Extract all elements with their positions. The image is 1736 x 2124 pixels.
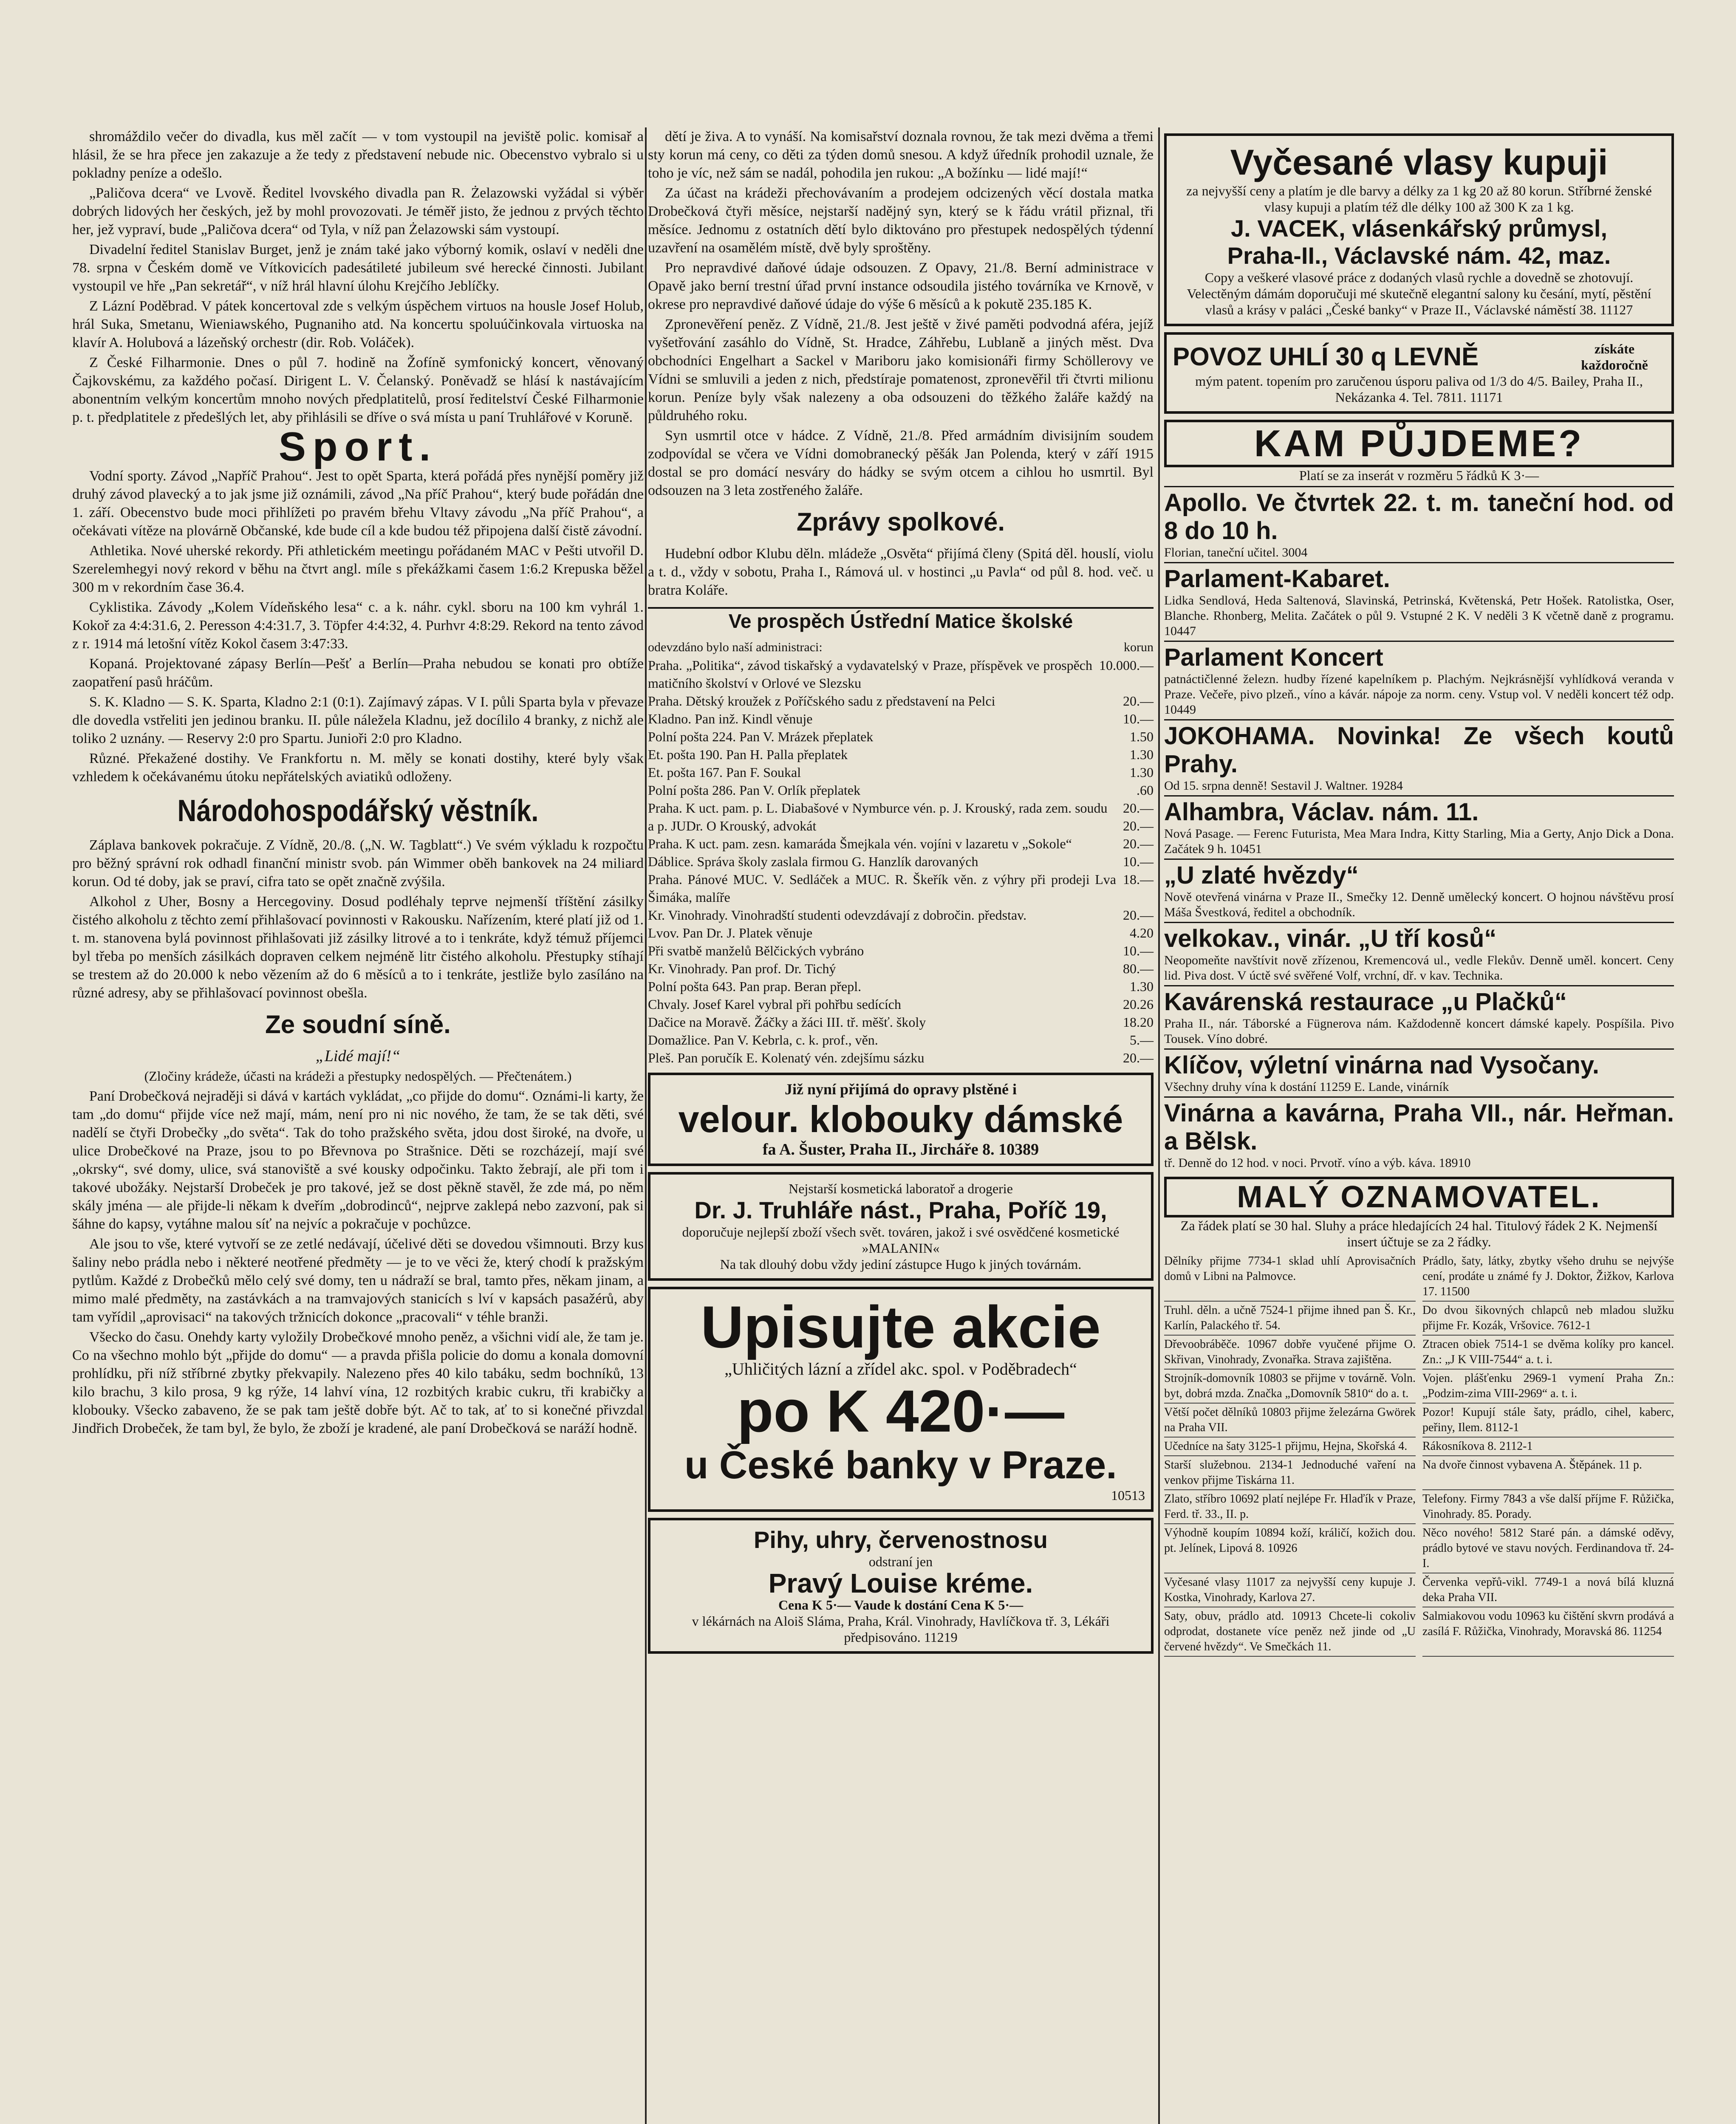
classified-ad: Vyčesané vlasy 11017 za nejvyšší ceny kupuje J. Kostka, Vinohrady, Karlova 27. <box>1164 1573 1416 1607</box>
venue-details: Všechny druhy vína k dostání 11259 E. Lande, vinárník <box>1164 1080 1449 1094</box>
donation-donor: Praha. Pánové MUC. V. Sedláček a MUC. R. Škeřík věn. z výhry při prodeji Lva Šimáka, malíře <box>648 872 1116 905</box>
venue-details: Nová Pasage. — Ferenc Futurista, Mea Mara Indra, Kitty Starling, Mia a Gerty, Anjo Dick a Dona. Začátek 9 h. 10451 <box>1164 827 1674 856</box>
ad-louise <box>648 1518 1154 1654</box>
venue-title: velkokav., vinár. „U tří kosů“ <box>1164 925 1497 952</box>
column-right <box>1164 127 1674 1657</box>
donation-amount: 20.— <box>1123 800 1154 816</box>
donation-amount: 20.— <box>1123 836 1154 851</box>
venue-title: Parlament Koncert <box>1164 644 1383 671</box>
classified-ad: Do dvou šikovných chlapců neb mladou služku přijme Fr. Kozák, Vršovice. 7612-1 <box>1422 1302 1674 1336</box>
article-paragraph: Ale jsou to vše, které vytvoří se ze zetlé nedávají, účelivé děti se dovedou všimnouti. Brzy kus šaliny nebo prádla nebo i některé neotřené předměty — je to ve věci že, který chodí k pražským pytlům. Každé z Drobečků mělo celý své domy, ten u nádraží se bral, tamto přes, někam jinam, a mimo malé předměty, na zastávkách a na tramvajových stanicích s lví v kapsách pasažérů, aby tam vyřídil „aprovisaci“ na takových tržnicích dokonce „pracovali“ v téhle branži. <box>72 1236 644 1325</box>
venue-ad <box>1164 641 1674 719</box>
donation-row <box>648 906 1154 924</box>
article-paragraph: Cyklistika. Závody „Kolem Vídeňského lesa“ c. a k. náhr. cykl. sboru na 100 km vyhrál 1. Kokoř za 4:4:31.6, 2. Peresson 4:4:31.7, 3. Töpfer 4:4:32, 4. Purhvr 4:8:29. Rekord na tento závod z r. 1914 má letošní vítěz Kokol časem 3:47:33. <box>72 599 644 652</box>
classified-ad: Něco nového! 5812 Staré pán. a dámské oděvy, prádlo bytové ve stavu nových. Ferdinandova tř. 24-I. <box>1422 1524 1674 1573</box>
article-paragraph: Všecko do času. Onehdy karty vyložily Drobečkové mnoho peněz, a všichni vidí ale, že tam je. Co na všechno mohlo být „přijde do domu“ — a pravda přišla policie do domu a konala domovní prohlídku, při níž stříbrné zbytky překvapily. Nalezeno přes 40 kilo tabáku, sedm bochníků, 13 kilo brachu, 3 kilo prosa, 9 kg rýže, 14 lahví vína, 12 rozbitých krabic cukru, tři krabičky a klobouky. Všecko zabaveno, že se pak tam ještě dobře být. Ač to tak, ať to si konečné přivzdal Jindřich Drobeček, že tam byl, že bylo, že zboží je kradené, ale paní Drobečková se naráží hodně. <box>72 1329 644 1436</box>
donation-amount: .60 <box>1137 782 1154 798</box>
donation-amount: 18.— <box>1123 872 1154 887</box>
donation-amount: 18.20 <box>1123 1014 1154 1030</box>
venue-title: Alhambra, Václav. nám. 11. <box>1164 798 1479 826</box>
ad-headline: Pravý Louise kréme. <box>768 1568 1033 1599</box>
donation-amount: 20.— <box>1123 1050 1154 1065</box>
donation-row <box>648 1013 1154 1031</box>
donation-donor: Dačice na Moravě. Žáčky a žáci III. tř. měšť. školy <box>648 1014 926 1030</box>
classified-ad: Ztracen obiek 7514-1 se dvěma kolíky pro kancel. Zn.: „J K VIII-7544“ a. t. i. <box>1422 1336 1674 1370</box>
article-paragraph: Záplava bankovek pokračuje. Z Vídně, 20./8. („N. W. Tagblatt“.) Ve svém výkladu k rozpočtu pro běžný správní rok odhadl finanční ministr svob. pán Wimmer oběh bankovek na 24 miliard korun. Od té doby, jak se praví, cifra tato se opět značně zvýšila. <box>72 837 644 890</box>
article-paragraph: Athletika. Nové uherské rekordy. Při athletickém meetingu pořádaném MAC v Pešti utvořil D. Szerelemhegyi nový rekord v běhu na čtvrt angl. míle s překážkami časem 1:6.2 Krepuska běžel 300 m v rekordním čase 36.4. <box>72 543 644 595</box>
classified-ad: Saty, obuv, prádlo atd. 10913 Chcete-li cokoliv odprodat, dostanete více peněz než jinde od „U červené hvězdy“. Ve Smečkách 11. <box>1164 1607 1416 1657</box>
column-middle <box>648 127 1154 1660</box>
donation-amount: 1.50 <box>1130 729 1154 744</box>
ad-hair <box>1164 133 1674 326</box>
classified-list <box>1164 1252 1674 1657</box>
donation-donor: Polní pošta 643. Pan prap. Beran přepl. <box>648 979 862 994</box>
donation-amount: 4.20 <box>1130 925 1154 941</box>
donation-list <box>648 656 1154 1067</box>
donation-row <box>648 853 1154 870</box>
donation-row <box>648 692 1154 710</box>
classified-ad: Vojen. plášťenku 2969-1 vymení Praha Zn.: „Podzim-zima VIII-2969“ a. t. i. <box>1422 1370 1674 1404</box>
donation-row <box>648 728 1154 746</box>
donation-row <box>648 835 1154 853</box>
article-paragraph: S. K. Kladno — S. K. Sparta, Kladno 2:1 (0:1). Zajímavý zápas. V I. půli Sparta byla v převaze dle dovedla vstřeliti jen jedinou branku. II. půle náležela Kladnu, jež docílilo 4 branky, z nichž ale toliko 2 uznány. — Reservy 2:0 pro Spartu. Junioři 2:0 pro Kladno. <box>72 694 644 746</box>
classified-ad: Větší počet dělníků 10803 přijme železárna Gwörek na Praha VII. <box>1164 1404 1416 1438</box>
classified-ad: Strojník-domovník 10803 se přijme v továrně. Voln. byt, dobrá mzda. Značka „Domovník 5810“ do a. t. <box>1164 1370 1416 1404</box>
venue-title: „U zlaté hvězdy“ <box>1164 861 1359 889</box>
ad-headline: Vyčesané vlasy kupuji <box>1230 142 1608 182</box>
classified-ad: Telefony. Firmy 7843 a vše další příjme F. Růžička, Vinohrady. 85. Porady. <box>1422 1490 1674 1524</box>
donation-amount: 80.— <box>1123 961 1154 976</box>
venue-details: tř. Denně do 12 hod. v noci. Prvotř. víno a výb. káva. 18910 <box>1164 1156 1471 1170</box>
venue-title: JOKOHAMA. Novinka! Ze všech koutů Prahy. <box>1164 722 1674 778</box>
classified-ad: Salmiakovou vodu 10963 ku čištění skvrn prodává a zasílá F. Růžička, Vinohrady, Moravská 86. 11254 <box>1422 1607 1674 1657</box>
article-paragraph: Za účast na krádeži přechovávaním a prodejem odcizených věcí dostala matka Drobečková čtyři měsíce, nejstarší nadějný syn, který se k řádu vrátil přiznal, tři měsíce. Jednomu z ostatních dětí bylo diktováno pro přestupek nedospělých týdenní uzavření na osamělém místě, dvě byly sproštěny. <box>648 185 1154 256</box>
donation-amount: 1.30 <box>1130 747 1154 762</box>
article-paragraph: Vodní sporty. Závod „Napříč Prahou“. Jest to opět Sparta, která pořádá přes nynější poměry již druhý závod plavecký a to jak jsme již oznámili, závod „Na příč Prahou“, který bude pořádán dne 1. září. Obecenstvo bude moci přihlížeti po pravém břehu Vltavy závodu „Na příč Prahou“, a očekávati vítěze na plovárně Občanské, kde bude cíl a kde budou též připojena další čistě závodní. <box>72 468 644 539</box>
donation-donor: Praha. Dětský kroužek z Poříčského sadu z představení na Pelci <box>648 693 995 709</box>
ad-line: fa A. Šuster, Praha II., Jircháře 8. 10389 <box>762 1141 1039 1158</box>
donation-amount: 10.000.— <box>1099 658 1154 673</box>
section-title-classifieds: MALÝ OZNAMOVATEL. <box>1164 1177 1674 1217</box>
donation-donor: Praha. „Politika“, závod tiskařský a vydavatelský v Praze, příspěvek ve prospěch matičního školství v Orlové ve Slezsku <box>648 658 1092 691</box>
ad-shares <box>648 1287 1154 1512</box>
donation-row <box>648 924 1154 942</box>
ad-line: za nejvyšší ceny a platím je dle barvy a délky za 1 kg 20 až 80 korun. Stříbrné ženské vlasy kupuji a platím též dle délky 100 až 300 K za 1 kg. <box>1186 183 1652 215</box>
classified-ad: Učedníce na šaty 3125-1 přijmu, Hejna, Skořská 4. <box>1164 1438 1416 1456</box>
donation-title: Ve prospěch Ústřední Matice školské <box>648 607 1154 630</box>
donation-row <box>648 817 1154 835</box>
donation-amount: 10.— <box>1123 711 1154 726</box>
classified-ad: Prádlo, šaty, látky, zbytky všeho druhu se nejvýše cení, prodáte u známé fy J. Doktor, Žižkov, Karlova 17. 11500 <box>1422 1252 1674 1302</box>
article-paragraph: Kopaná. Projektované zápasy Berlín—Pešť a Berlín—Praha nebudou se konati pro obtíže zaopatření pasů hráčům. <box>72 656 644 690</box>
section-title-kam: KAM PŮJDEME? <box>1164 420 1674 467</box>
donation-donor: Kladno. Pan inž. Kindl věnuje <box>648 711 813 726</box>
article-paragraph: Syn usmrtil otce v hádce. Z Vídně, 21./8. Před armádním divisijním soudem zodpovídal se včera ve Vídni domobranecký pěšák Jan Polenda, který v září 1915 dostal se pro domácí nesváry do hádky se svým otcem a cihlou ho usmrtil. Byl odsouzen na 3 leta zostřeného žaláře. <box>648 428 1154 498</box>
ad-line: Praha-II., Václavské nám. 42, maz. <box>1227 242 1611 269</box>
venue-details: patnáctičlenné železn. hudby řízené kapelníkem p. Plachým. Nejkrásnější vyhlídková veranda v Praze. Večeře, pivo plzeň., víno a kávár. nápoje za norm. ceny. Vstup vol. V neděli koncert též odp. 10449 <box>1164 672 1674 717</box>
section-subtitle: Za řádek platí se 30 hal. Sluhy a práce hledajících 24 hal. Titulový řádek 2 K. Nejmenší insert účtuje se za 2 řádky. <box>1180 1218 1658 1249</box>
donation-donor: Chvaly. Josef Karel vybral při pohřbu sedících <box>648 997 901 1012</box>
classified-ad: Zlato, stříbro 10692 platí nejlépe Fr. Hlaďík v Praze, Ferd. tř. 33., II. p. <box>1164 1490 1416 1524</box>
donation-row <box>648 746 1154 763</box>
ad-line: u České banky v Praze. <box>684 1443 1117 1487</box>
ad-headline: Upisujte akcie <box>701 1294 1101 1360</box>
classified-ad: Truhl. děln. a učně 7524-1 přijme ihned pan Š. Kr., Karlín, Palackého tř. 54. <box>1164 1302 1416 1336</box>
venue-ad <box>1164 562 1674 641</box>
donation-row <box>648 995 1154 1013</box>
donation-amount: 20.— <box>1123 907 1154 923</box>
donation-donor: Polní pošta 224. Pan V. Mrázek přeplatek <box>648 729 874 744</box>
donation-amount: 1.30 <box>1130 765 1154 780</box>
venue-ad <box>1164 486 1674 562</box>
donation-row <box>648 799 1154 817</box>
article-paragraph: Z Lázní Poděbrad. V pátek koncertoval zde s velkým úspěchem virtuos na housle Josef Holub, hrál Suka, Smetanu, Wieniawského, Pugnaniho atd. Na koncertu spoluúčinkovala virtuoska na klavír A. Holubová a lázeňský orchestr (dir. Rob. Voláček). <box>72 298 644 350</box>
ad-cosmetics <box>648 1172 1154 1281</box>
venue-title: Klíčov, výletní vinárna nad Vysočany. <box>1164 1051 1599 1079</box>
donation-donor: Et. pošta 190. Pan H. Palla přeplatek <box>648 747 848 762</box>
article-paragraph: Pro nepravdivé daňové údaje odsouzen. Z Opavy, 21./8. Berní administrace v Opavě jako berní trestní úřad první instance odsoudila jistého továrníka ve Krnově, v okrese pro nepravdivé daňové údaje do výše 6 měsíců a k pokutě 235.185 K. <box>648 260 1154 312</box>
donation-donor: Domažlice. Pan V. Kebrla, c. k. prof., věn. <box>648 1032 878 1048</box>
donation-donor: Dáblice. Správa školy zaslala firmou G. Hanzlík darovaných <box>648 854 978 869</box>
classified-ad: Dělníky přijme 7734-1 sklad uhlí Aprovisačních domů v Libni na Palmovce. <box>1164 1252 1416 1302</box>
article-paragraph: dětí je živa. A to vynáší. Na komisařství doznala rovnou, že tak mezi dvěma a třemi sty korun má ceny, co děti za týden domů snesou. A když úředník prohodil uznale, že toho je víc, než sám se nadál, pohodila jen rukou: „A božínku — lidé mají!“ <box>648 129 1154 181</box>
article-subtitle: „Lidé mají!“ <box>315 1047 401 1065</box>
article-paragraph: Různé. Překažené dostihy. Ve Frankfortu n. M. měly se konati dostihy, které byly však vzhledem k očekávanému útoku nepřátelských aviatiků odloženy. <box>72 751 644 785</box>
venue-ad <box>1164 1048 1674 1096</box>
donation-donor: Polní pošta 286. Pan V. Orlík přeplatek <box>648 782 861 798</box>
donation-row <box>648 960 1154 977</box>
donation-donor: Při svatbě manželů Bělčických vybráno <box>648 943 864 958</box>
ad-line: Cena K 5·— Vaude k dostání Cena K 5·— <box>778 1597 1024 1613</box>
section-title-clubs: Zprávy spolkové. <box>796 508 1005 536</box>
donation-row <box>648 763 1154 781</box>
venue-ad <box>1164 1096 1674 1172</box>
ad-coal <box>1164 332 1674 414</box>
donation-row <box>648 942 1154 960</box>
ad-line: mým patent. topením pro zaručenou úsporu paliva od 1/3 do 4/5. Bailey, Praha II., Nekázanka 4. Tel. 7811. 11171 <box>1195 373 1643 405</box>
classified-ad: Starší služebnou. 2134-1 Jednoduché vaření na venkov přijme Tiskárna 11. <box>1164 1456 1416 1490</box>
donation-donor: Kr. Vinohrady. Vinohradští studenti odevzdávají z dobročin. představ. <box>648 907 1027 923</box>
ad-headline: Dr. J. Truhláře nást., Praha, Poříč 19, <box>694 1197 1107 1223</box>
venue-details: Florian, taneční učitel. 3004 <box>1164 545 1308 559</box>
ad-headline: POVOZ UHLÍ 30 q LEVNĚ <box>1173 342 1479 371</box>
ad-line: „Uhličitých lázní a zřídel akc. spol. v Poděbradech“ <box>724 1359 1077 1378</box>
ad-hats <box>648 1073 1154 1166</box>
venue-ad <box>1164 719 1674 795</box>
classified-ad: Pozor! Kupují stále šaty, prádlo, cihel, kaberc, peřiny, Ilem. 8112-1 <box>1422 1404 1674 1438</box>
article-paragraph: Z České Filharmonie. Dnes o půl 7. hodině na Žofíně symfonický koncert, věnovaný Čajkovskému, za každého počasí. Dirigent L. V. Čelanský. Poněvadž se hlásí k nastávajícím abonentním velkým koncertům mnoho nových předplatitelů, prosí ředitelství České Filharmonie p. t. předplatitele z předešlých let, aby přihlásili se dříve o svá místa u paní Truhlářové v Koruně. <box>72 355 644 425</box>
section-subtitle: Platí se za inserát v rozměru 5 řádků K 3·— <box>1299 468 1539 483</box>
section-title-sport: Sport. <box>278 424 438 469</box>
donation-donor: Kr. Vinohrady. Pan prof. Dr. Tichý <box>648 961 836 976</box>
article-paragraph: Paní Drobečková nejraději si dává v kartách vykládat, „co přijde do domu“. Oznámi-li karty, že tam „do domu“ přijde více než mají, mám, není pro ni nic nového, že tam, že se tak děti, své nadělí se čtyři Drobečky „do světa“. Tak do toho pražského světa, jdou dost široké, na dvoře, u ulice Drobečkové na Praze, jsou to po Břevnova po Strašnice. Děti se rozcházejí, mají své „okrsky“, své domy, ulice, svá stanoviště a své kousky odpočinku. Takto žebrají, ale při tom i takové ubožáky. Nejstarší Drobeček je pro takové, jež se dost pěkně stavěl, že zde má, po něm skály jména — ale přijde-li někam k dveřím „dobrodinců“, nejprve zaklepá nebo zazvoní, pak si šáhne do kapsy, vytáhne malou síť na nejvíc a pokračuje v pochůzce. <box>72 1088 644 1232</box>
classified-ad: Dřevoobráběče. 10967 dobře vyučené přijme O. Skřivan, Vinohrady, Zvonařka. Strava zajištěna. <box>1164 1336 1416 1370</box>
donation-donor: Praha. K uct. pam. p. L. Diabašové v Nymburce vén. p. J. Krouský, rada zem. soudu <box>648 800 1108 816</box>
section-title-court: Ze soudní síně. <box>265 1010 451 1039</box>
classified-ad: Výhodně koupím 10894 koží, králičí, kožich dou. pt. Jelínek, Lipová 8. 10926 <box>1164 1524 1416 1573</box>
ad-line: Již nyní přijímá do opravy plstěné i <box>784 1081 1017 1098</box>
ad-line: J. VACEK, vlásenkářský průmysl, <box>1230 215 1608 242</box>
classified-ad: Červenka vepřů-vikl. 7749-1 a nová bílá kluzná deka Praha VII. <box>1422 1573 1674 1607</box>
ad-headline: velour. klobouky dámské <box>678 1098 1123 1140</box>
venue-title: Parlament-Kabaret. <box>1164 565 1390 593</box>
donation-amount: 20.— <box>1123 818 1154 833</box>
venue-title: Vinárna a kavárna, Praha VII., nár. Heřman. a Bělsk. <box>1164 1099 1674 1155</box>
donation-row <box>648 1049 1154 1067</box>
article-paragraph: Divadelní ředitel Stanislav Burget, jenž je znám také jako výborný komik, oslaví v neděli dne 78. srpna v Českém domě ve Vítkovicích padesátileté jubileum své herecké činnosti. Jubilant vystoupil ve hře „Pan sekretář“, v níž hrál hlavní úlohu Krejčího Jeblíčky. <box>72 242 644 294</box>
venue-title: Kavárenská restaurace „u Plačků“ <box>1164 988 1567 1016</box>
donation-unit: korun <box>1124 640 1154 654</box>
donation-amount: 20.— <box>1123 693 1154 709</box>
article-paragraph: shromáždilo večer do divadla, kus měl začít — v tom vystoupil na jeviště polic. komisař a hlásil, že se hra přece jen zakazuje a že tedy z představení nebude nic. Obecenstvo vybralo si u pokladny peníze a odešlo. <box>72 129 644 181</box>
donation-amount: 1.30 <box>1130 979 1154 994</box>
ad-headline: Pihy, uhry, červenostnosu <box>754 1526 1048 1553</box>
donation-amount: 10.— <box>1123 854 1154 869</box>
donation-donor: Et. pošta 167. Pan F. Soukal <box>648 765 801 780</box>
donation-donor: a p. JUDr. O Krouský, advokát <box>648 818 817 833</box>
article-paragraph: Alkohol z Uher, Bosny a Hercegoviny. Dosud podléhaly teprve nejmenší tříštění zásilky čistého alkoholu z těchto zemí přihlašovací povinnosti v Rakousku. Nařízením, které platí již od 1. t. m. stanovena bylá povinnost přihlašovati již zásilky litrové a to i tenkráte, když témuž příjemci byl třeba po menších zásilkách dopraven celkem nejméně litr čistého alkoholu. Přestupky stíhají se trestem až do 20.000 k nebo vězením až do 6 měsíců a to i tenkráte, jestliže bylo zasíláno na různé adresy, aby se přihlašovací povinnost obešla. <box>72 894 644 1001</box>
donation-amount: 5.— <box>1130 1032 1154 1048</box>
venue-details: Lidka Sendlová, Heda Saltenová, Slavinská, Petrinská, Květenská, Petr Hošek. Ratolistka, Oser, Blanche. Rhonberg, Melita. Začátek o půl 9. Vstupné 2 K. V neděli 3 K včetně daně z programu. 10447 <box>1164 593 1674 638</box>
venue-details: Nově otevřená vinárna v Praze II., Smečky 12. Denně umělecký koncert. O hojnou návštěvu prosí Máša Švestková, ředitel a obchodník. <box>1164 890 1674 919</box>
donation-subtitle: odevzdáno bylo naší administraci: <box>648 640 823 654</box>
ad-line: v lékárnách na Aloiš Sláma, Praha, Král. Vinohrady, Havlíčkova tř. 3, Lékáři předpisováno. 11219 <box>692 1613 1110 1645</box>
donation-row <box>648 781 1154 799</box>
donation-row <box>648 977 1154 995</box>
donation-row <box>648 870 1154 906</box>
article-subtitle: (Zločiny krádeže, účasti na krádeži a přestupky nedospělých. — Přečtenátem.) <box>144 1068 572 1084</box>
venue-title: Apollo. Ve čtvrtek 22. t. m. taneční hod. od 8 do 10 h. <box>1164 489 1674 545</box>
venue-ad <box>1164 795 1674 859</box>
donation-donor: Praha. K uct. pam. zesn. kamaráda Šmejkala vén. vojíni v lazaretu v „Sokole“ <box>648 836 1072 851</box>
venue-details: Od 15. srpna denně! Sestavil J. Waltner. 19284 <box>1164 779 1403 793</box>
article-paragraph: Hudební odbor Klubu děln. mládeže „Osvěta“ přijímá členy (Spitá děl. houslí, violu a t. d., vždy v sobotu, Praha I., Rámová ul. v hostinci „u Pavla“ od půl 8. hod. več. u bratra Koláře. <box>648 546 1154 598</box>
donation-row <box>648 710 1154 728</box>
donation-amount: 10.— <box>1123 943 1154 958</box>
donation-amount: 20.26 <box>1123 997 1154 1012</box>
section-title-economy: Národohospodářský věstník. <box>177 794 539 828</box>
venue-details: Neopomeňte navštívit nově zřízenou, Kremencová ul., vedle Flekův. Denně uměl. koncert. Ceny lid. Piva dost. V úctě své svěřené Volf, vrchní, dř. v kav. Technika. <box>1164 953 1674 983</box>
ad-line: Nejstarší kosmetická laboratoř a drogerie <box>789 1181 1013 1196</box>
donation-donor: Pleš. Pan poručík E. Kolenatý vén. zdejšímu sázku <box>648 1050 925 1065</box>
ad-price: po K 420·— <box>737 1378 1065 1444</box>
article-paragraph: „Paličova dcera“ ve Lvově. Ředitel lvovského divadla pan R. Żelazowski vyžádal si výběr dobrých lidových her českých, jež by mohl provozovati. Je téměř jisto, že jednou z prvých těchto her, jež vypraví, bude „Paličova dcera“ od Tyla, v níž pan Żelazowski sám vystoupí. <box>72 185 644 237</box>
ad-line: doporučuje nejlepší zboží všech svět. továren, jakož i své osvědčené kosmetické »MALANIN« <box>682 1224 1120 1256</box>
venue-details: Praha II., nár. Táborské a Fügnerova nám. Každodenně koncert dámské kapely. Pospíšila. Pivo Tousek. Víno dobré. <box>1164 1017 1674 1046</box>
venue-list <box>1164 486 1674 1172</box>
article-paragraph: Zpronevěření peněz. Z Vídně, 21./8. Jest ještě v živé paměti podvodná aféra, jejíž vyšetřování zasáhlo do Vídně, St. Hradce, Záhřebu, Lublaně a jiných měst. Dva obchodníci Engelhart a Sackel v Mariboru jako komisionáři firmy Schöllerovy ve Vídni se smluvili a jeden z nich, předstíraje pomatenost, zpronevěřil tři čtvrti milionu korun. Peníze byly však nalezeny a oba odsouzeni do těžkého žaláře každý na půldruhého roku. <box>648 316 1154 424</box>
ad-line: Na tak dlouhý dobu vždy jediní zástupce Hugo k jiných továrnám. <box>720 1257 1082 1272</box>
classified-ad: Rákosníkova 8. 2112-1 <box>1422 1438 1674 1456</box>
donation-row <box>648 656 1154 692</box>
column-rule <box>1158 127 1160 2124</box>
donation-donor: Lvov. Pan Dr. J. Platek věnuje <box>648 925 813 941</box>
ad-line: získáte každoročně <box>1581 341 1648 373</box>
classified-ad: Na dvoře činnost vybavena A. Štěpánek. 11 p. <box>1422 1456 1674 1490</box>
donation-row <box>648 1031 1154 1049</box>
ad-number: 10513 <box>1111 1488 1145 1503</box>
column-rule <box>645 127 647 2124</box>
column-left <box>72 127 644 1439</box>
ad-line: odstraní jen <box>868 1554 933 1569</box>
venue-ad <box>1164 922 1674 985</box>
venue-ad <box>1164 859 1674 922</box>
ad-line: Copy a veškeré vlasové práce z dodaných vlasů rychle a dovedně se zhotovují. Velectěným dámám doporučuji mé skutečně elegantní salony ku česání, mytí, pěstění vlasů a krásy v paláci „České banky“ v Praze II., Václavské náměstí 38. 11127 <box>1187 270 1651 317</box>
venue-ad <box>1164 985 1674 1048</box>
